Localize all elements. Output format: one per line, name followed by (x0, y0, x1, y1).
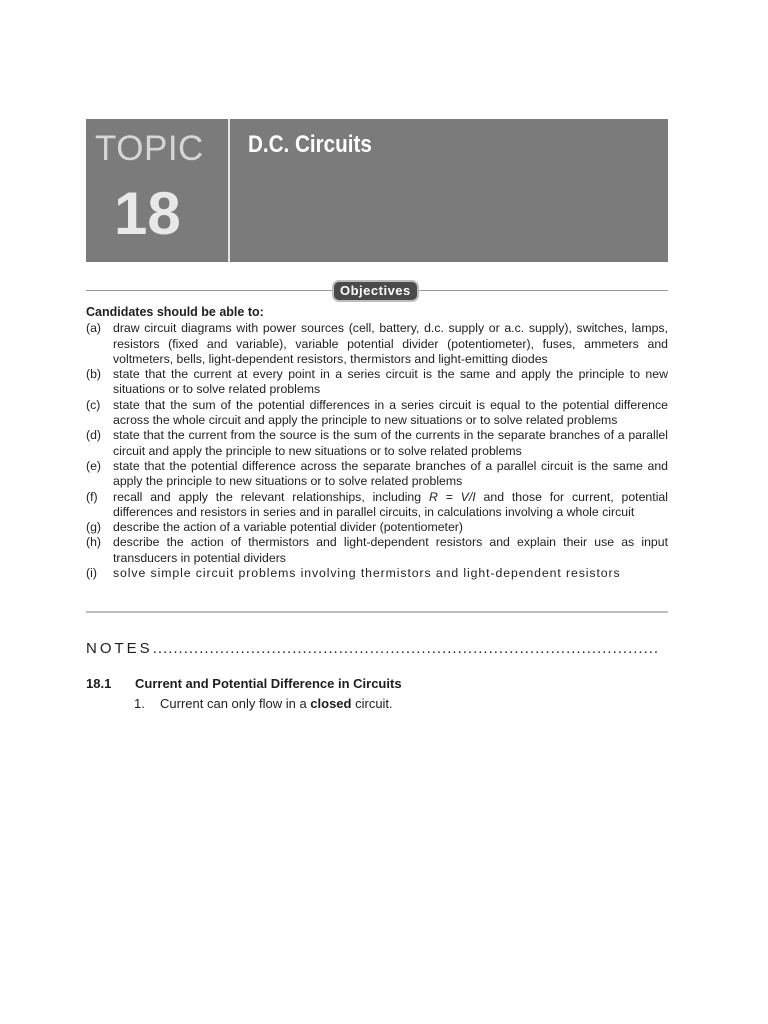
point-emphasis: closed (310, 696, 352, 711)
objective-item (86, 566, 668, 581)
point-text-part: circuit. (351, 696, 393, 711)
objective-text: describe the action of thermistors and light-dependent resistors and explain their use as input transducers in potential dividers (113, 535, 668, 565)
objective-text: state that the potential difference across the separate branches of a parallel circuit is the same and apply the principle to new situations or to solve related problems (113, 458, 668, 489)
objective-letter: (c) (86, 397, 101, 412)
objective-item (86, 398, 668, 429)
objective-text-part: recall and apply the relevant relationships, including (113, 489, 429, 504)
point-text (160, 696, 393, 711)
topic-title: D.C. Circuits (248, 131, 372, 158)
topic-number-panel (86, 119, 230, 262)
notes-leader-dots: .................................................................................................. (152, 640, 660, 657)
objective-text: solve simple circuit problems involving thermistors and light-dependent resistors (113, 566, 621, 581)
objective-item (86, 321, 668, 367)
objective-item (86, 535, 668, 566)
objective-item (86, 520, 668, 535)
section-heading (86, 676, 402, 691)
objective-letter: (a) (86, 321, 102, 336)
notes-label: NOTES (86, 640, 153, 657)
topic-number: 18 (114, 180, 181, 247)
objective-item (86, 459, 668, 490)
topic-banner (86, 119, 668, 262)
objective-letter: (d) (86, 428, 102, 443)
objectives-badge: Objectives (332, 280, 419, 302)
objective-item (86, 490, 668, 521)
topic-label: TOPIC (95, 129, 204, 168)
objective-item (86, 367, 668, 398)
objective-letter: (f) (86, 489, 98, 504)
section-title: Current and Potential Difference in Circuits (135, 676, 402, 691)
point-text-part: Current can only flow in a (160, 696, 311, 711)
objectives-header (86, 280, 668, 300)
objective-letter: (i) (86, 566, 97, 581)
objectives-list (86, 305, 668, 581)
objective-text: draw circuit diagrams with power sources (cell, battery, d.c. supply or a.c. supply), switches, lamps, resistors (fixed and variable), variable potential divider (potentiometer), fuses, ammeters and voltmeters, bells, light-dependent resistors, thermistors and light-emitting diodes (113, 321, 668, 366)
objective-letter: (h) (86, 535, 102, 550)
objective-text (113, 490, 668, 521)
objective-text-part: and those for current, potential differences and resistors in series and in parallel circuits, in calculations involving a whole circuit (113, 489, 668, 519)
objective-text: state that the sum of the potential differences in a series circuit is equal to the potential difference across the whole circuit and apply the principle to new situations or to solve related problems (113, 397, 668, 428)
objective-text: describe the action of a variable potential divider (potentiometer) (113, 520, 463, 535)
objectives-intro: Candidates should be able to: (86, 305, 264, 319)
note-point (134, 696, 393, 711)
point-number: 1. (134, 696, 145, 711)
objective-item (86, 428, 668, 459)
section-number: 18.1 (86, 676, 112, 691)
objective-letter: (b) (86, 367, 102, 382)
objective-letter: (e) (86, 458, 102, 473)
objective-letter: (g) (86, 520, 102, 535)
objectives-bottom-rule (86, 611, 668, 613)
objective-text: state that the current at every point in a series circuit is the same and apply the principle to new situations or to solve related problems (113, 367, 668, 397)
objective-text: state that the current from the source is the sum of the currents in the separate branches of a parallel circuit and apply the principle to new situations or to solve related problems (113, 428, 668, 458)
notes-heading (86, 640, 668, 657)
formula: R = V/I (428, 489, 476, 504)
